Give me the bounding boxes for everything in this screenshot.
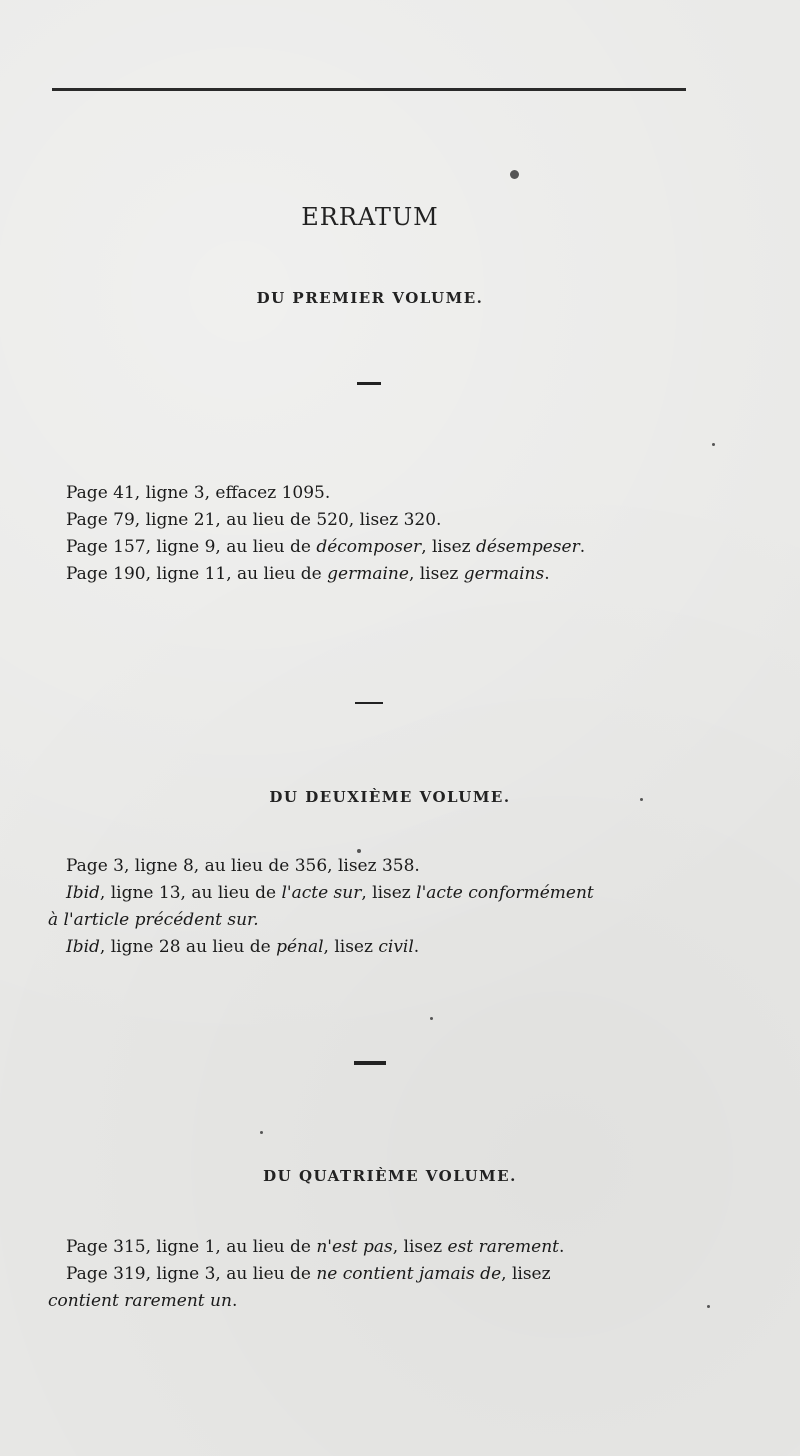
erratum-line: Ibid, ligne 28 au lieu de pénal, lisez civil. bbox=[66, 937, 420, 957]
paper-speck bbox=[510, 170, 519, 179]
top-rule bbox=[52, 88, 686, 91]
erratum-line: Page 41, ligne 3, effacez 1095. bbox=[66, 483, 331, 503]
paper-speck bbox=[260, 1131, 263, 1134]
section-divider bbox=[355, 702, 383, 704]
erratum-line: Page 157, ligne 9, au lieu de décomposer, lisez désempeser. bbox=[66, 537, 586, 557]
section-entries-quatrieme-volume bbox=[0, 1234, 800, 1315]
section-heading-deuxieme-volume: DU DEUXIÈME VOLUME. bbox=[269, 788, 511, 806]
section-entries-premier-volume bbox=[0, 480, 800, 588]
paper-speck bbox=[712, 443, 715, 446]
erratum-line: Page 3, ligne 8, au lieu de 356, lisez 358. bbox=[66, 856, 420, 876]
paper-speck bbox=[357, 849, 361, 853]
erratum-line: Page 319, ligne 3, au lieu de ne contient jamais de, lisez bbox=[66, 1264, 551, 1284]
paper-speck bbox=[640, 798, 643, 801]
section-divider bbox=[357, 382, 381, 385]
section-entries-deuxieme-volume bbox=[0, 853, 800, 961]
page-title: ERRATUM bbox=[301, 203, 439, 231]
section-heading-quatrieme-volume: DU QUATRIÈME VOLUME. bbox=[263, 1167, 517, 1185]
erratum-line: Ibid, ligne 13, au lieu de l'acte sur, lisez l'acte conformément bbox=[66, 883, 594, 903]
erratum-line: à l'article précédent sur. bbox=[48, 910, 259, 930]
section-divider bbox=[354, 1061, 386, 1065]
section-heading-premier-volume: DU PREMIER VOLUME. bbox=[256, 289, 484, 307]
erratum-line: Page 315, ligne 1, au lieu de n'est pas, lisez est rarement. bbox=[66, 1237, 565, 1257]
erratum-line: Page 79, ligne 21, au lieu de 520, lisez 320. bbox=[66, 510, 442, 530]
erratum-line: contient rarement un. bbox=[48, 1291, 238, 1311]
paper-speck bbox=[707, 1305, 710, 1308]
erratum-line: Page 190, ligne 11, au lieu de germaine, lisez germains. bbox=[66, 564, 550, 584]
paper-speck bbox=[430, 1017, 433, 1020]
